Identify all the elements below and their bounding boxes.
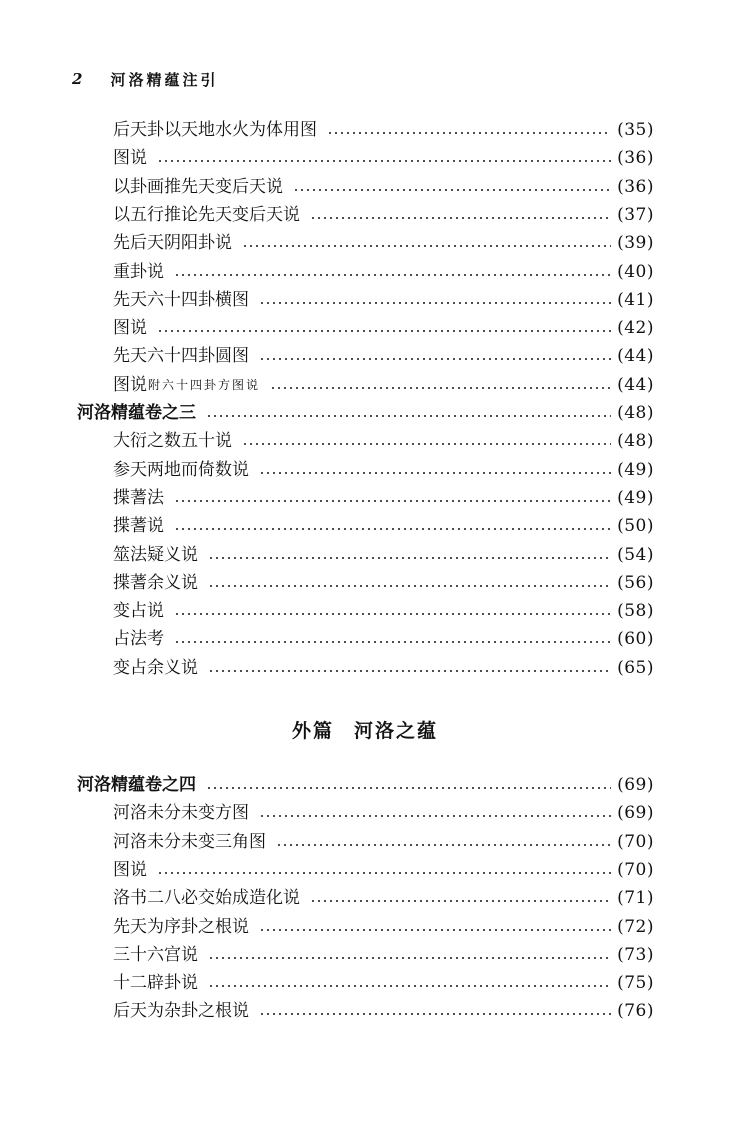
running-head (72, 68, 218, 90)
toc-entry-title: 参天两地而倚数说 (113, 459, 249, 480)
toc-entry-page: (70) (617, 831, 654, 852)
dot-leader (157, 160, 611, 162)
toc-entry-title: 图说 (113, 859, 147, 880)
dot-leader (174, 613, 611, 615)
toc-entry-page: (70) (617, 859, 654, 880)
dot-leader (327, 132, 611, 134)
toc-entry-title: 先天六十四卦横图 (113, 289, 249, 310)
toc-entry (113, 884, 654, 912)
toc-entry-title: 先天为序卦之根说 (113, 916, 249, 937)
toc-entry-page: (69) (617, 775, 654, 795)
toc-entry-title: 变占说 (113, 601, 164, 622)
dot-leader (259, 815, 611, 817)
toc-entry-page: (71) (617, 888, 654, 909)
toc-entry-page: (42) (617, 318, 654, 339)
dot-leader (157, 872, 611, 874)
toc-entry-page: (54) (617, 544, 654, 565)
toc-entry-title: 三十六宫说 (113, 944, 198, 965)
toc-entry-page: (35) (617, 120, 654, 140)
dot-leader (206, 415, 611, 417)
toc-entry (113, 541, 654, 569)
dot-leader (174, 274, 611, 276)
dot-leader (208, 985, 611, 987)
toc-entry (113, 625, 654, 653)
dot-leader (310, 900, 611, 902)
toc-entry-page: (48) (617, 403, 654, 423)
dot-leader (293, 189, 611, 191)
toc-entry-title: 以五行推论先天变后天说 (113, 204, 300, 225)
toc-entry (113, 144, 654, 172)
toc-entry (113, 456, 654, 484)
toc-entry-title: 揲蓍说 (113, 516, 164, 537)
toc-entry-title: 图说 (113, 318, 147, 339)
toc-entry-title: 大衍之数五十说 (113, 431, 232, 452)
dot-leader (242, 443, 611, 445)
toc-entry (113, 201, 654, 229)
toc-entry-title: 占法考 (113, 629, 164, 650)
dot-leader (310, 217, 611, 219)
toc-entry-page: (37) (617, 204, 654, 225)
dot-leader (206, 787, 611, 789)
toc-entry (113, 314, 654, 342)
toc-entry-page: (48) (617, 431, 654, 452)
toc-entry (113, 512, 654, 540)
toc-entry (113, 969, 654, 997)
dot-leader (259, 472, 611, 474)
page-number: 2 (72, 70, 83, 88)
toc-entry (113, 286, 654, 314)
toc-entry (113, 856, 654, 884)
toc-entry-title: 十二辟卦说 (113, 973, 198, 994)
section-part-label: 外篇 (291, 720, 334, 742)
toc-entry-title: 先后天阴阳卦说 (113, 233, 232, 254)
toc-entry (113, 597, 654, 625)
section-heading (0, 716, 734, 743)
dot-leader (208, 585, 611, 587)
section-name: 河洛之蕴 (354, 720, 439, 742)
toc-entry (113, 116, 654, 144)
toc-entry-page: (40) (617, 261, 654, 282)
toc-entry (113, 484, 654, 512)
toc-entry (113, 941, 654, 969)
toc-entry (113, 799, 654, 827)
dot-leader (270, 387, 611, 389)
toc-entry-page: (58) (617, 601, 654, 622)
toc-entry (113, 828, 654, 856)
toc-entry-page: (44) (617, 346, 654, 367)
toc-entry-page: (44) (617, 374, 654, 395)
dot-leader (157, 330, 611, 332)
dot-leader (242, 245, 611, 247)
toc-entry-page: (50) (617, 516, 654, 537)
toc-entry-title: 重卦说 (113, 261, 164, 282)
toc-entry (113, 997, 654, 1025)
toc-entry-page: (39) (617, 233, 654, 254)
toc-chapter-entry (77, 771, 654, 799)
book-title: 河洛精蕴注引 (110, 70, 219, 89)
toc-entry (113, 229, 654, 257)
toc-entry-page: (41) (617, 289, 654, 310)
toc-entry-title: 筮法疑义说 (113, 544, 198, 565)
toc-entry (113, 258, 654, 286)
toc-entry-page: (49) (617, 459, 654, 480)
toc-entry-title: 河洛未分未变三角图 (113, 831, 266, 852)
toc-entry-title: 先天六十四卦圆图 (113, 346, 249, 367)
toc-entry-page: (75) (617, 973, 654, 994)
dot-leader (259, 1013, 611, 1015)
toc-entry-title: 变占余义说 (113, 657, 198, 678)
toc-entry-page: (76) (617, 1001, 654, 1022)
toc-entry-page: (49) (617, 487, 654, 508)
toc-entry-title: 图说 (113, 148, 147, 169)
dot-leader (259, 929, 611, 931)
toc-entry (113, 654, 654, 682)
toc-chapter-entry (77, 399, 654, 427)
dot-leader (208, 957, 611, 959)
dot-leader (174, 641, 611, 643)
toc-entry-title: 洛书二八必交始成造化说 (113, 888, 300, 909)
dot-leader (174, 528, 611, 530)
toc-entry-page: (56) (617, 572, 654, 593)
dot-leader (276, 844, 611, 846)
toc-entry-page: (60) (617, 629, 654, 650)
dot-leader (208, 670, 611, 672)
toc-entry-page: (65) (617, 657, 654, 678)
toc-entry-page: (72) (617, 916, 654, 937)
toc-entry (113, 427, 654, 455)
toc-entry-title: 河洛精蕴卷之四 (77, 775, 196, 795)
toc-entry-title: 河洛未分未变方图 (113, 803, 249, 824)
toc-entry (113, 913, 654, 941)
toc-entry (113, 371, 654, 399)
toc-entry (113, 173, 654, 201)
dot-leader (208, 557, 611, 559)
toc-entry (113, 569, 654, 597)
toc-entry-title: 后天卦以天地水火为体用图 (113, 120, 317, 140)
toc-entry-note: 附六十四卦方图说 (148, 377, 261, 392)
toc-entry-title: 揲蓍法 (113, 487, 164, 508)
toc-entry-title: 图说 (113, 374, 147, 395)
toc-entry (113, 342, 654, 370)
toc-entry-page: (36) (617, 148, 654, 169)
dot-leader (259, 302, 611, 304)
toc-entry-page: (73) (617, 944, 654, 965)
toc-entry-title: 河洛精蕴卷之三 (77, 403, 196, 423)
toc-entry-title: 以卦画推先天变后天说 (113, 176, 283, 197)
toc-entry-page: (69) (617, 803, 654, 824)
dot-leader (174, 500, 611, 502)
toc-entry-title: 后天为杂卦之根说 (113, 1001, 249, 1022)
toc-entry-page: (36) (617, 176, 654, 197)
dot-leader (259, 358, 611, 360)
toc-entry-title: 揲蓍余义说 (113, 572, 198, 593)
